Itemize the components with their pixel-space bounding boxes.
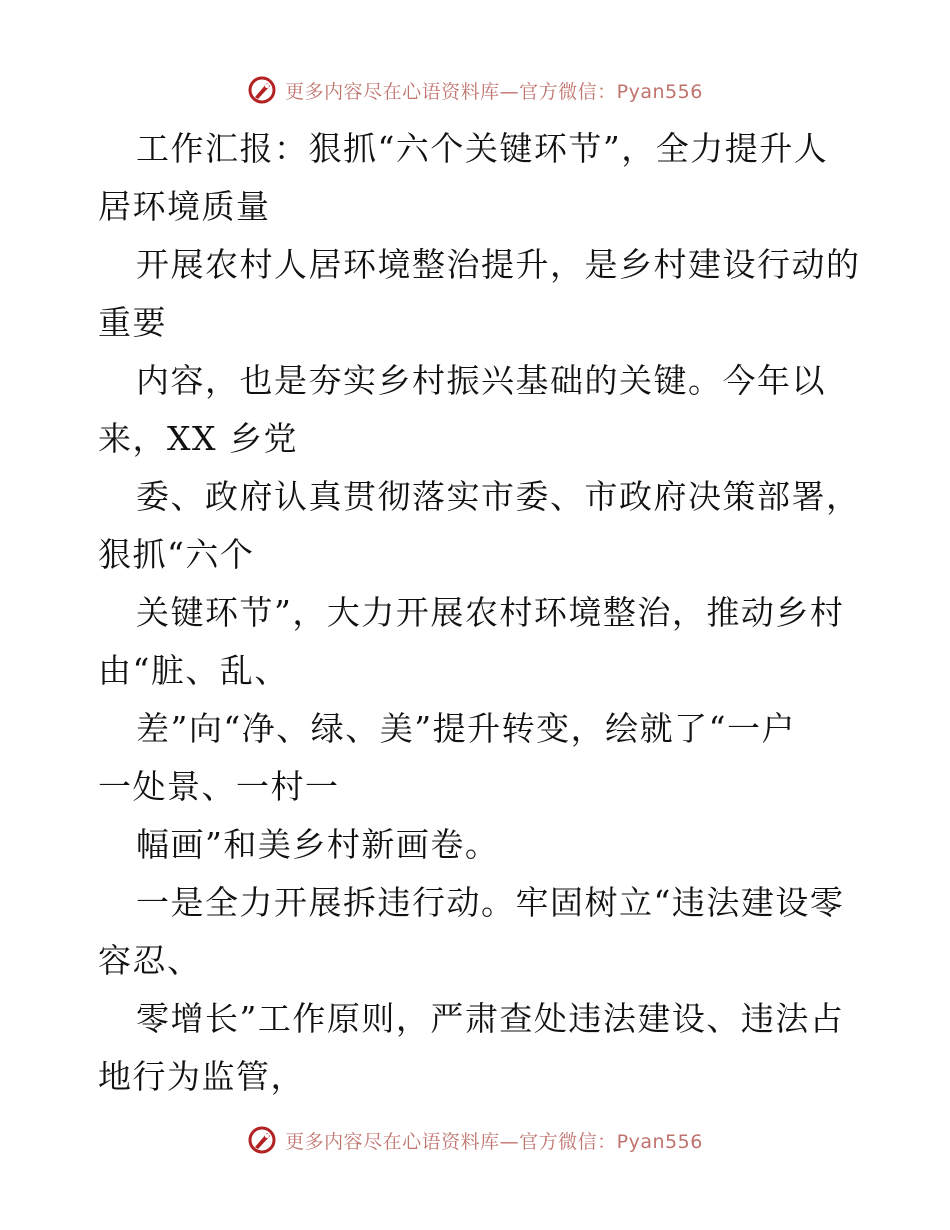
text-line: 开展农村人居环境整治提升，是乡村建设行动的 bbox=[136, 245, 861, 284]
header-banner bbox=[0, 70, 950, 110]
pen-nib-logo-icon bbox=[247, 1125, 277, 1155]
text-line: 关键环节”，大力开展农村环境整治，推动乡村 bbox=[136, 593, 845, 632]
pen-nib-logo-icon bbox=[247, 75, 277, 105]
text-line: 工作汇报：狠抓“六个关键环节”，全力提升人 bbox=[136, 129, 829, 168]
text-line: 狠抓“六个 bbox=[98, 535, 255, 574]
text-line: 内容，也是夯实乡村振兴基础的关键。今年以 bbox=[136, 361, 826, 400]
text-line: 来，XX 乡党 bbox=[98, 419, 298, 458]
document-body bbox=[98, 120, 861, 1106]
text-line: 容忍、 bbox=[98, 941, 202, 980]
text-line: 地行为监管， bbox=[98, 1057, 305, 1096]
text-line: 差”向“净、绿、美”提升转变，绘就了“一户 bbox=[136, 709, 796, 748]
footer-banner bbox=[0, 1120, 950, 1160]
footer-banner-text: 更多内容尽在心语资料库—官方微信：Pyan556 bbox=[285, 1130, 703, 1153]
text-line: 重要 bbox=[98, 303, 167, 342]
text-line: 由“脏、乱、 bbox=[98, 651, 289, 690]
text-line: 零增长”工作原则，严肃查处违法建设、违法占 bbox=[136, 999, 845, 1038]
header-banner-text: 更多内容尽在心语资料库—官方微信：Pyan556 bbox=[285, 80, 703, 103]
text-line: 一处景、一村一 bbox=[98, 767, 340, 806]
text-line: 一是全力开展拆违行动。牢固树立“违法建设零 bbox=[136, 883, 845, 922]
text-line: 委、政府认真贯彻落实市委、市政府决策部署， bbox=[136, 477, 861, 516]
text-line: 居环境质量 bbox=[98, 187, 271, 226]
text-line: 幅画”和美乡村新画卷。 bbox=[136, 825, 500, 864]
